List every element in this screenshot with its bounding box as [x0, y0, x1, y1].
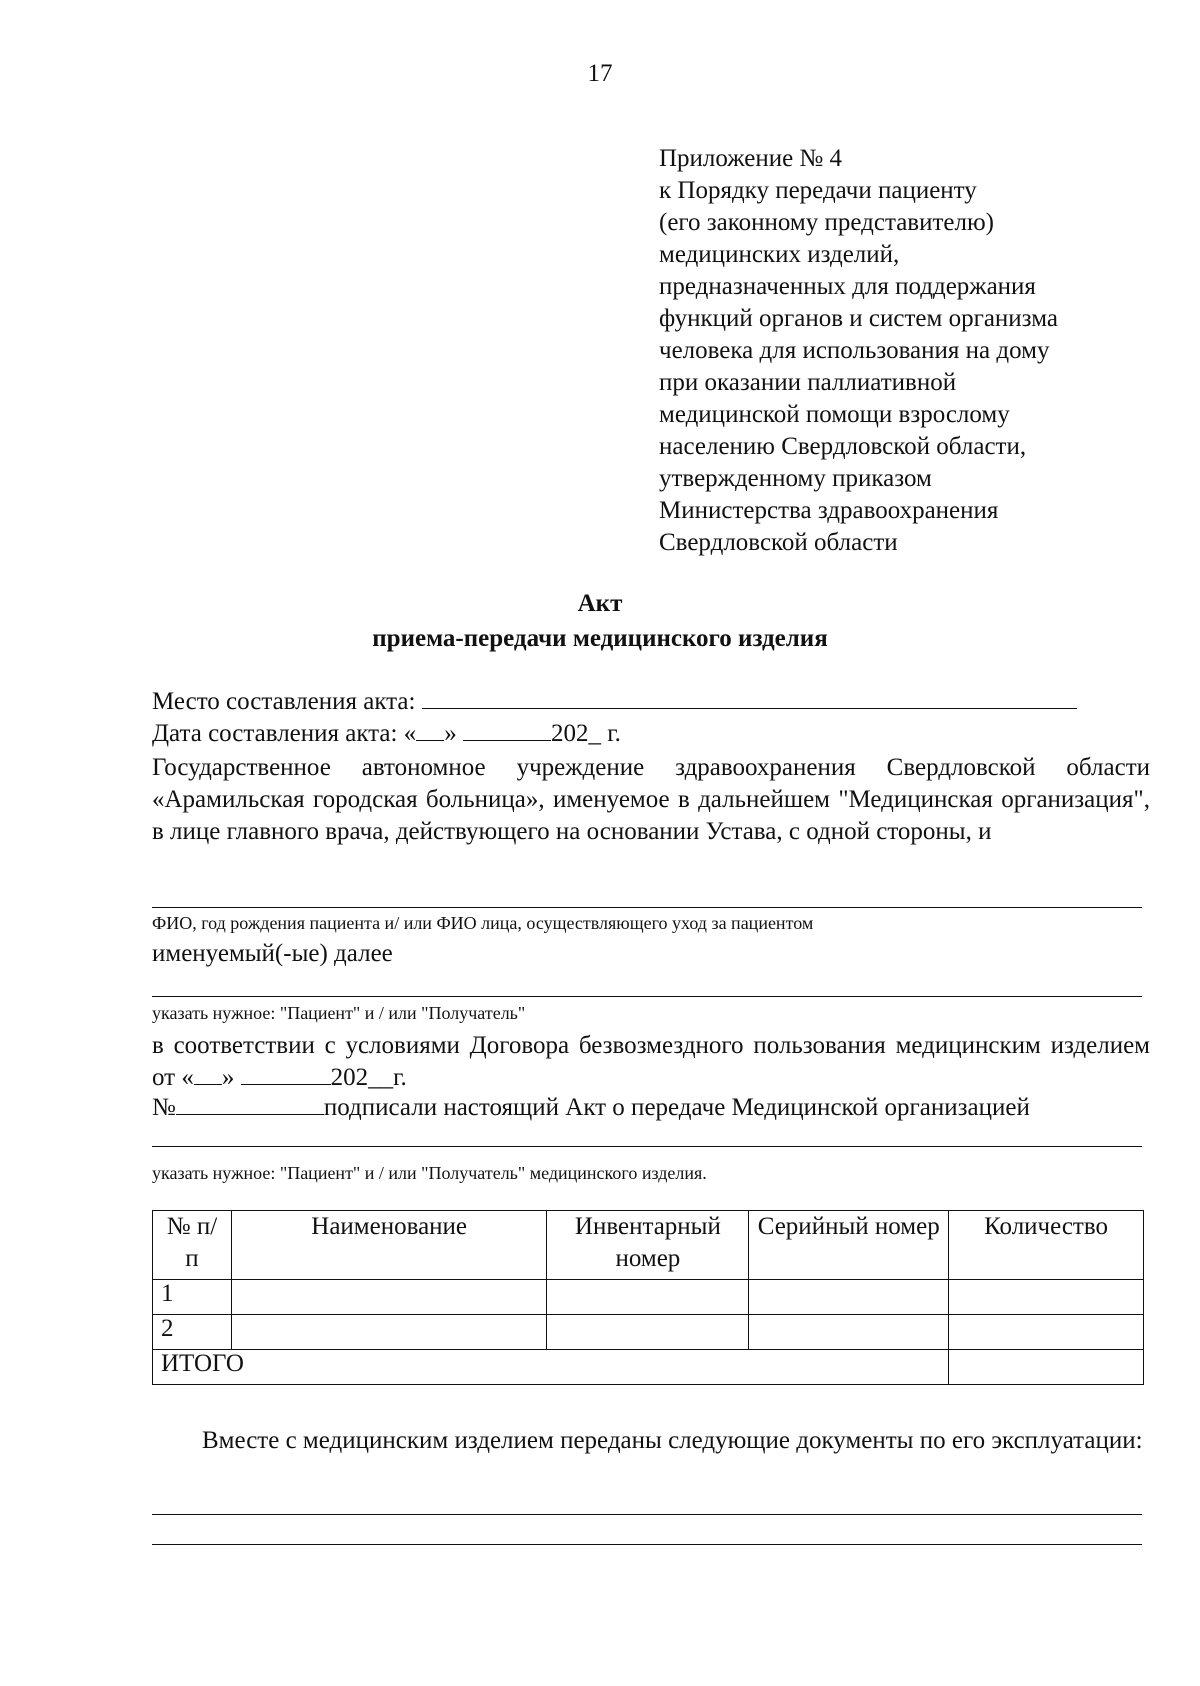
- fio-blank-line[interactable]: [152, 907, 1142, 908]
- table-header-row: [153, 1211, 1144, 1280]
- appendix-line: предназначенных для поддержания: [659, 273, 1036, 300]
- header-inventory: Инвентарный номер: [547, 1211, 749, 1280]
- documents-blank-line-2[interactable]: [152, 1544, 1142, 1545]
- place-line: [152, 688, 1152, 716]
- appendix-line: к Порядку передачи пациенту: [659, 177, 977, 204]
- date-year: 202_ г.: [550, 720, 621, 747]
- place-label: Место составления акта:: [152, 688, 416, 715]
- appendix-line: функций органов и систем организма: [659, 305, 1058, 332]
- named-label: именуемый(-ые) далее: [152, 940, 393, 967]
- row-number: 2: [153, 1315, 232, 1350]
- appendix-line: Приложение № 4: [659, 145, 843, 172]
- contract-paragraph: [152, 1030, 1150, 1094]
- header-number: № п/п: [153, 1211, 232, 1280]
- contract-day-blank[interactable]: [194, 1064, 222, 1085]
- contract-year: 202__г.: [330, 1064, 407, 1091]
- contract-text: в соответствии с условиями Договора безвозмездного пользования медицинским изделием от «: [152, 1032, 1150, 1091]
- named-blank-line[interactable]: [152, 996, 1142, 997]
- table-total-row: [153, 1350, 1144, 1385]
- contract-quote-close: »: [221, 1064, 235, 1091]
- date-day-blank[interactable]: [416, 720, 444, 741]
- appendix-line: утвержденному приказом: [659, 465, 932, 492]
- cell-quantity[interactable]: [949, 1280, 1144, 1315]
- date-quote-close: »: [444, 720, 457, 747]
- appendix-line: при оказании паллиативной: [659, 369, 957, 396]
- total-quantity[interactable]: [949, 1350, 1144, 1385]
- table-row: [153, 1280, 1144, 1315]
- header-serial: Серийный номер: [749, 1211, 949, 1280]
- row-number: 1: [153, 1280, 232, 1315]
- appendix-line: Министерства здравоохранения: [659, 497, 999, 524]
- header-quantity: Количество: [949, 1211, 1144, 1280]
- document-subtitle: приема-передачи медицинского изделия: [372, 625, 828, 652]
- cell-inventory[interactable]: [547, 1280, 749, 1315]
- cell-name[interactable]: [231, 1280, 547, 1315]
- cell-quantity[interactable]: [949, 1315, 1144, 1350]
- date-label: Дата составления акта: «: [152, 720, 417, 747]
- documents-paragraph: Вместе с медицинским изделием переданы следующие документы по его эксплуатации:: [202, 1427, 1143, 1454]
- document-title: Акт: [577, 590, 623, 617]
- items-table: [152, 1210, 1144, 1385]
- total-label: ИТОГО: [153, 1350, 949, 1385]
- appendix-line: (его законному представителю): [659, 209, 994, 236]
- specify-hint-1: указать нужное: "Пациент" и / или "Получатель": [152, 1003, 526, 1023]
- appendix-line: медицинских изделий,: [659, 241, 900, 268]
- date-line: [152, 720, 1152, 748]
- recipient-blank-line[interactable]: [152, 1146, 1142, 1147]
- contract-number-blank[interactable]: [176, 1094, 324, 1115]
- contract-number-label: №: [152, 1094, 176, 1121]
- organization-paragraph: Государственное автономное учреждение здравоохранения Свердловской области «Арамильская городская больница», именуемое в дальнейшем "Медицинская организация", в лице главного врача, действующего на основании Устава, с одной стороны, и: [152, 754, 1150, 845]
- contract-number-line: [152, 1094, 1152, 1122]
- appendix-line: медицинской помощи взрослому: [659, 401, 1010, 428]
- specify-hint-2: указать нужное: "Пациент" и / или "Получатель" медицинского изделия.: [152, 1163, 707, 1183]
- fio-hint: ФИО, год рождения пациента и/ или ФИО лица, осуществляющего уход за пациентом: [152, 913, 814, 933]
- page-number: 17: [587, 60, 613, 87]
- cell-name[interactable]: [231, 1315, 547, 1350]
- table-row: [153, 1315, 1144, 1350]
- date-month-blank[interactable]: [463, 720, 551, 741]
- cell-inventory[interactable]: [547, 1315, 749, 1350]
- appendix-block: [659, 143, 1159, 559]
- appendix-line: человека для использования на дому: [659, 337, 1050, 364]
- header-name: Наименование: [231, 1211, 547, 1280]
- contract-month-blank[interactable]: [241, 1064, 331, 1085]
- cell-serial[interactable]: [749, 1315, 949, 1350]
- contract-signed-text: подписали настоящий Акт о передаче Медицинской организацией: [323, 1094, 1030, 1121]
- cell-serial[interactable]: [749, 1280, 949, 1315]
- documents-blank-line-1[interactable]: [152, 1514, 1142, 1515]
- place-blank[interactable]: [422, 688, 1077, 709]
- appendix-line: Свердловской области: [659, 529, 898, 556]
- appendix-line: населению Свердловской области,: [659, 433, 1027, 460]
